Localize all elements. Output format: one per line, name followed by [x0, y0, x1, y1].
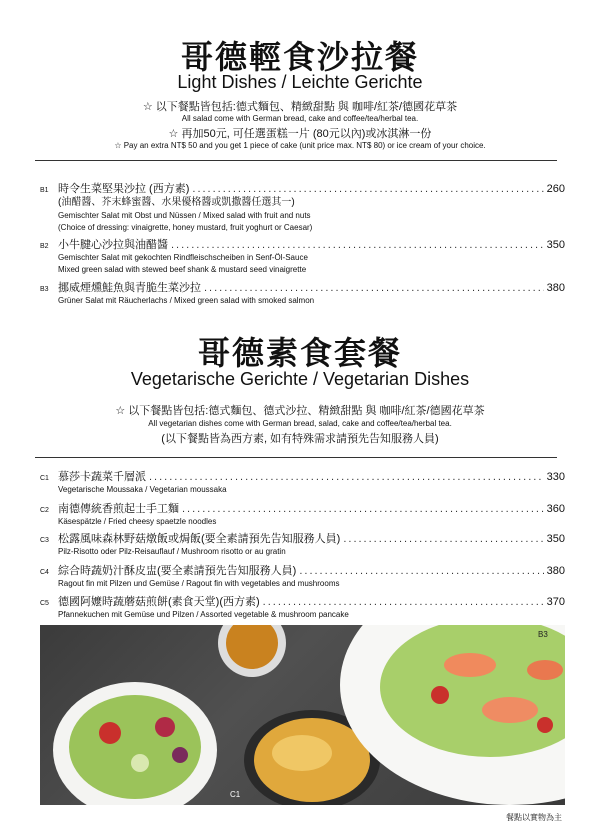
section1-note-1: ☆ 以下餐點皆包括:德式麵包、精緻甜點 與 咖啡/紅茶/德國花草茶	[142, 101, 458, 113]
item-desc: Pfannekuchen mit Gemüse und Pilzen / Assorted vegetable & mushroom pancake	[58, 610, 349, 619]
item-name: 德國阿嬤時蔬蘑菇煎餅(素食天堂)(西方素)	[58, 596, 260, 608]
menu-item-c1	[40, 468, 565, 496]
item-code: B2	[40, 243, 49, 250]
section2-note-1: ☆ 以下餐點皆包括:德式麵包、德式沙拉、精緻甜點 與 咖啡/紅茶/德國花草茶	[115, 405, 485, 417]
section2-divider	[35, 457, 557, 458]
item-desc: Gemischter Salat mit gekochten Rindfleischscheiben in Senf-Öl-Sauce	[58, 253, 308, 262]
salad	[69, 695, 201, 799]
item-code: C4	[40, 569, 49, 576]
section2-title-en: Vegetarische Gerichte / Vegetarian Dishes	[130, 369, 470, 389]
item-name: 小牛腱心沙拉與油醋醬	[58, 239, 168, 251]
section1-divider	[35, 160, 557, 161]
item-name: 慕莎卡蔬菜千層派	[58, 471, 146, 483]
menu-item-b2	[40, 236, 565, 276]
photo-label-b3: B3	[538, 630, 548, 639]
menu-item-b3	[40, 279, 565, 307]
item-price: 380	[546, 565, 565, 577]
item-desc: Mixed green salad with stewed beef shank & mustard seed vinaigrette	[58, 265, 307, 274]
food-photo	[40, 625, 565, 805]
item-code: B3	[40, 286, 49, 293]
item-price: 360	[546, 503, 565, 515]
item-code: B1	[40, 187, 49, 194]
item-name: 南德傳統香煎起士手工麵	[58, 503, 179, 515]
item-price: 260	[546, 183, 565, 195]
footer-note: 餐點以實物為主	[506, 813, 562, 822]
section1-title-en: Light Dishes / Leichte Gerichte	[177, 72, 423, 92]
item-price: 350	[546, 239, 565, 251]
section2-note-2: All vegetarian dishes come with German bread, salad, cake and coffee/tea/herbal tea.	[148, 419, 452, 428]
item-code: C2	[40, 507, 49, 514]
item-desc: Ragout fin mit Pilzen und Gemüse / Ragout fin with vegetables and mushrooms	[58, 579, 340, 588]
item-desc: Vegetarische Moussaka / Vegetarian moussaka	[58, 485, 227, 494]
item-price: 350	[546, 533, 565, 545]
item-desc: Gemischter Salat mit Obst und Nüssen / Mixed salad with fruit and nuts	[58, 211, 311, 220]
menu-item-b1	[40, 180, 565, 234]
menu-item-c3	[40, 530, 565, 558]
item-name: 時令生菜堅果沙拉 (西方素)	[58, 183, 190, 195]
section2-note-3: (以下餐點皆為西方素, 如有特殊需求請預先告知服務人員)	[161, 433, 439, 445]
item-desc: (Choice of dressing: vinaigrette, honey mustard, fruit yoghurt or Caesar)	[58, 223, 313, 232]
section1-note-2: All salad come with German bread, cake and coffee/tea/herbal tea.	[181, 114, 419, 123]
item-desc: Grüner Salat mit Räucherlachs / Mixed green salad with smoked salmon	[58, 296, 315, 305]
menu-item-c2	[40, 500, 565, 528]
item-name: 松露風味森林野菇燉飯或焗飯(要全素請預先告知服務人員)	[58, 533, 341, 545]
item-code: C3	[40, 537, 49, 544]
item-price: 370	[546, 596, 565, 608]
section2-title-zh: 哥德素食套餐	[197, 334, 402, 372]
photo-label-c1: C1	[230, 790, 241, 799]
item-desc: (油醋醬、芥末蜂蜜醬、水果優格醬或凱撒醬任選其一)	[58, 197, 295, 208]
section1-note-4: ☆ Pay an extra NT$ 50 and you get 1 piece of cake (unit price max. NT$ 80) or ice cream of your choice.	[114, 141, 486, 150]
item-code: C1	[40, 475, 49, 482]
section1-title-zh: 哥德輕食沙拉餐	[180, 38, 419, 76]
item-name: 綜合時蔬奶汁酥皮盅(要全素請預先告知服務人員)	[58, 565, 297, 577]
item-desc: Käsespätzle / Fried cheesy spaetzle noodles	[58, 517, 217, 526]
item-price: 330	[546, 471, 565, 483]
item-name: 挪威煙燻鮭魚與青脆生菜沙拉	[58, 282, 201, 294]
menu-item-c4	[40, 562, 565, 590]
section1-note-3: ☆ 再加50元, 可任選蛋糕一片 (80元以內)或冰淇淋一份	[168, 128, 432, 140]
food-photo-illustration	[40, 625, 565, 805]
item-code: C5	[40, 600, 49, 607]
menu-item-c5	[40, 593, 565, 621]
item-price: 380	[546, 282, 565, 294]
item-desc: Pilz-Risotto oder Pilz-Reisauflauf / Mushroom risotto or au gratin	[58, 547, 286, 556]
